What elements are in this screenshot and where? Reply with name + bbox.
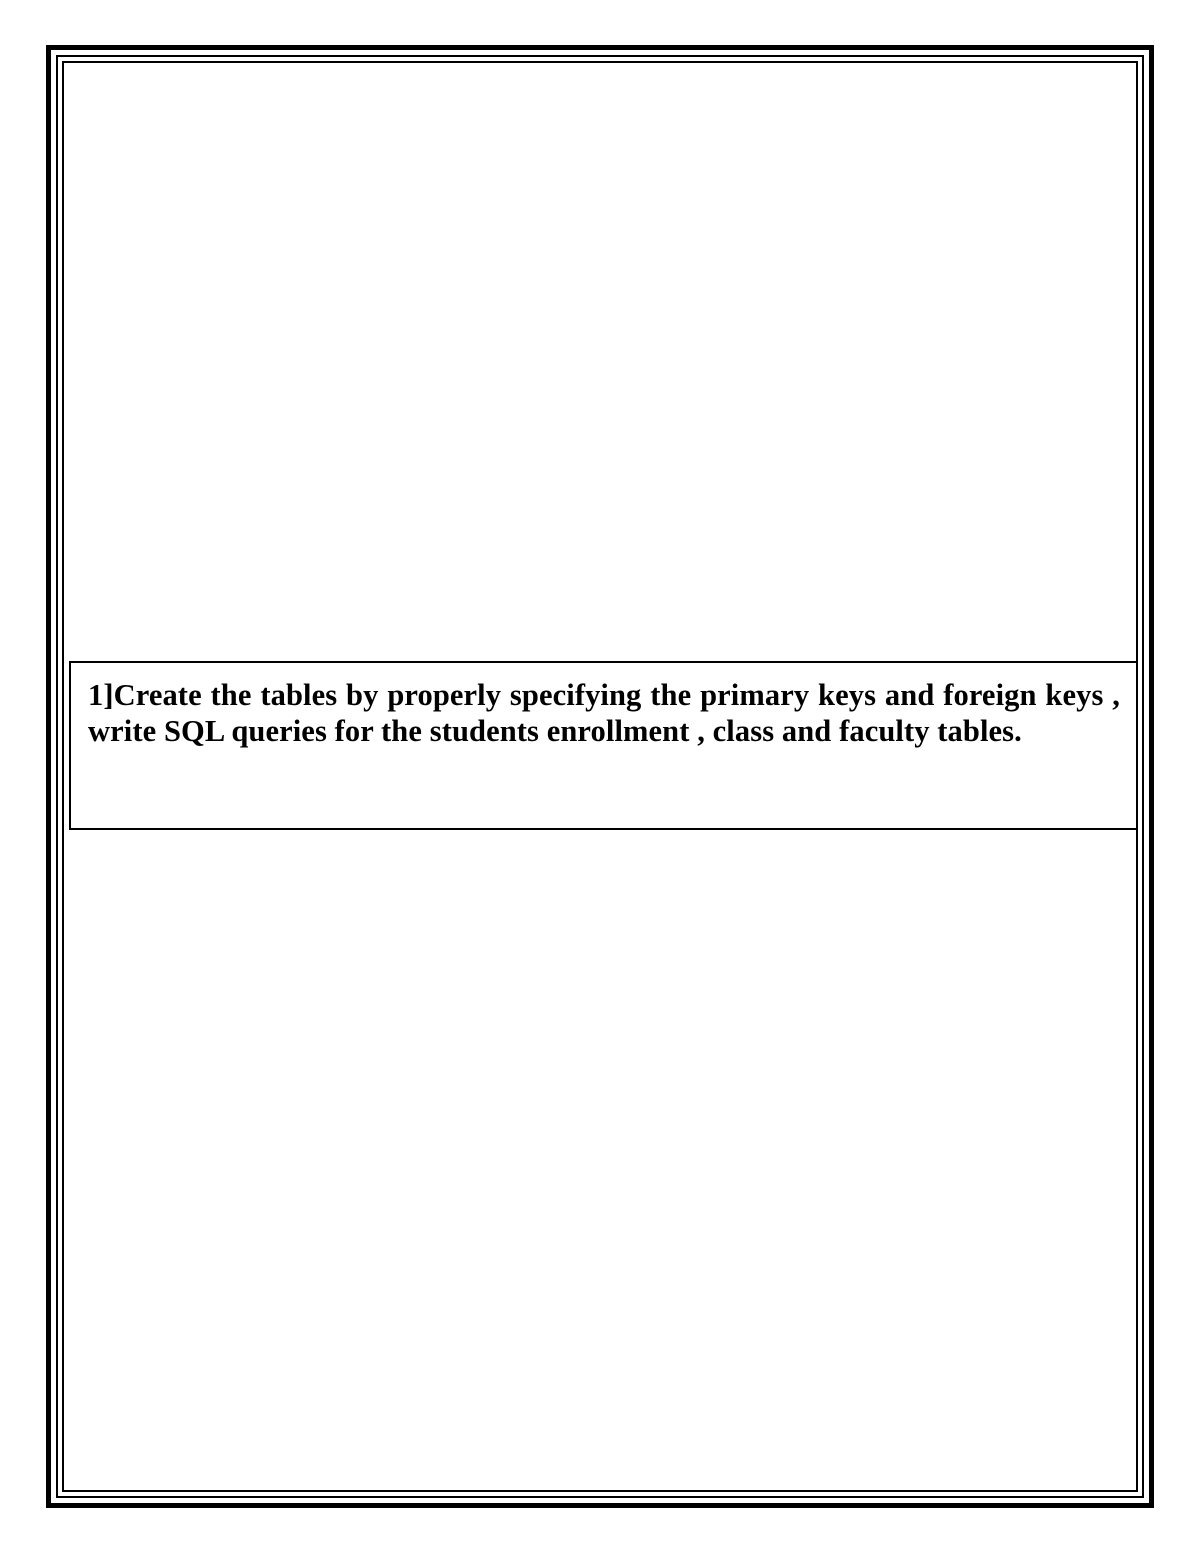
- question-box: [69, 661, 1138, 830]
- question-text: 1]Create the tables by properly specifying the primary keys and foreign keys , write SQL queries for the students enrollment , class and faculty tables.: [88, 678, 1120, 748]
